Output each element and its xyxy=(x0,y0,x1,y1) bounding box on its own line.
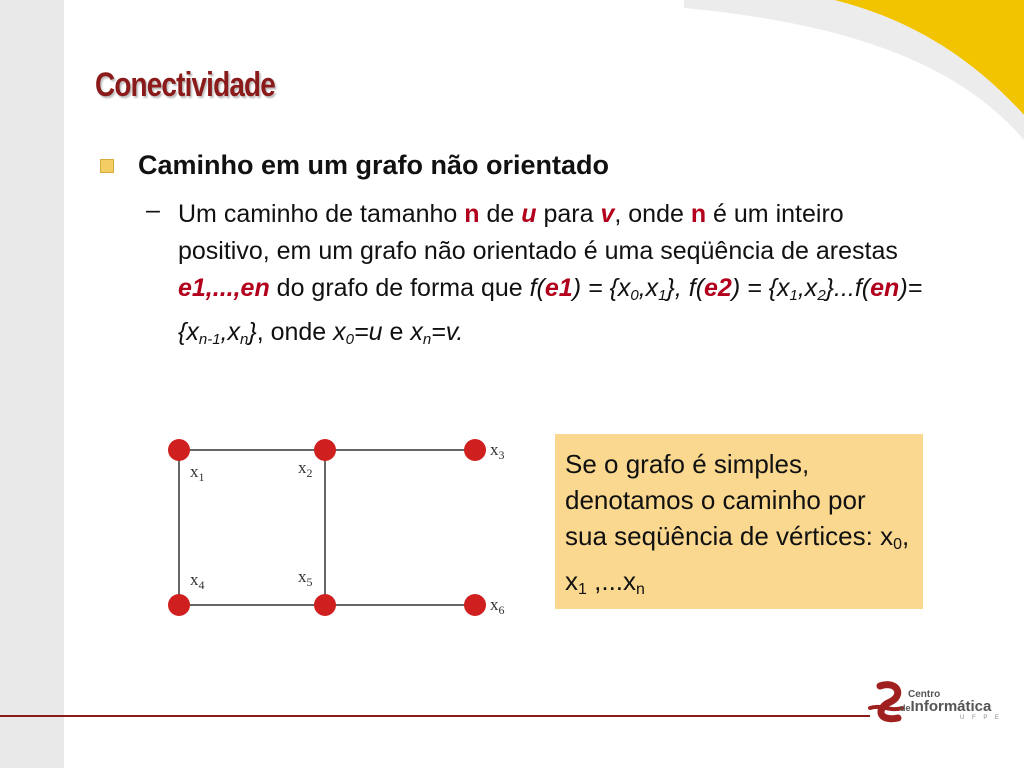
node-x4 xyxy=(168,594,190,616)
node-label-x2: $x_2$ xyxy=(298,458,313,480)
bullet-level1 xyxy=(100,150,609,181)
node-label-x4: $x_4$ xyxy=(190,570,205,592)
node-label-x5: $x_5$ xyxy=(298,567,313,589)
node-label-x6: $x_6$ xyxy=(490,595,505,617)
graph-diagram xyxy=(150,425,530,625)
corner-decoration xyxy=(684,0,1024,140)
path-definition-text: Um caminho de tamanho n de u para v, onde n é um inteiro positivo, em um grafo não orientado é uma seqüência de arestas e1,...,en do grafo de forma que $f(e1) = \{x_0,x_1\}$, $f(e2) = \{x_1,x_2\}...f(en)=\{x_{n-1},x_n\}$, onde $x_0=u$ e $x_n=v$. xyxy=(178,200,923,348)
slide-title: Conectividade xyxy=(95,66,275,104)
simple-graph-note: Se o grafo é simples, denotamos o caminho por sua seqüência de vértices: $x_0$, $x_1$ $,...x_n$ xyxy=(555,434,923,609)
node-x1 xyxy=(168,439,190,461)
logo-text-ufpe: U F P E xyxy=(960,715,1002,721)
logo-text-centro: Centro xyxy=(908,689,941,700)
node-x5 xyxy=(314,594,336,616)
node-label-x3: $x_3$ xyxy=(490,440,505,462)
side-strip xyxy=(0,0,64,768)
node-x3 xyxy=(464,439,486,461)
dash-marker: – xyxy=(146,196,160,224)
node-x6 xyxy=(464,594,486,616)
footer-divider xyxy=(0,715,870,717)
node-x2 xyxy=(314,439,336,461)
node-label-x1: $x_1$ xyxy=(190,462,205,484)
bullet-square-icon xyxy=(100,159,114,173)
bullet-text: Caminho em um grafo não orientado xyxy=(138,150,610,180)
logo-text-informatica: deInformática xyxy=(900,698,992,715)
